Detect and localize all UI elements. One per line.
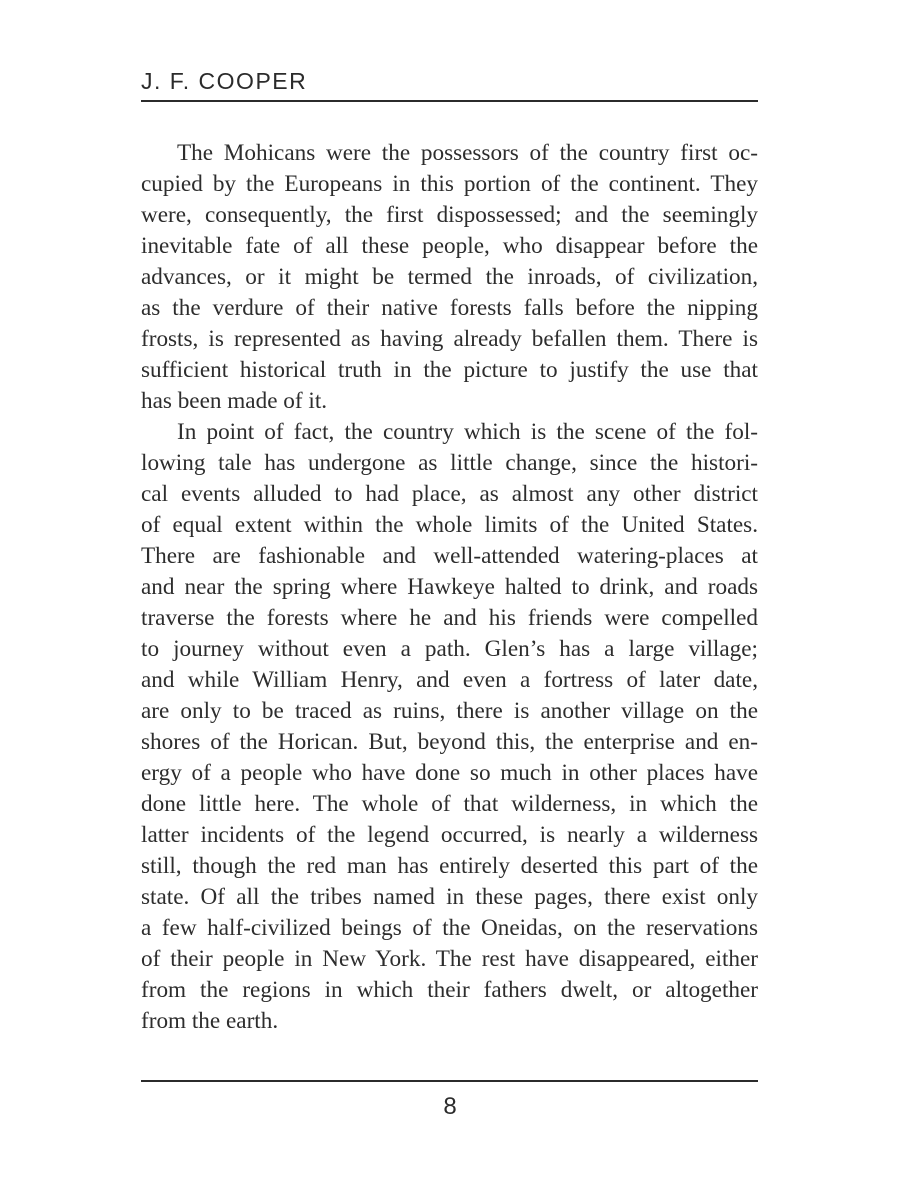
footer-rule (141, 1080, 758, 1082)
text-line: frosts, is represented as having already befallen them. There is (141, 326, 758, 352)
text-line: latter incidents of the legend occurred, is nearly a wilderness (141, 822, 758, 848)
text-line: as the verdure of their native forests falls before the nipping (141, 295, 758, 321)
page-number: 8 (443, 1093, 457, 1120)
text-line: still, though the red man has entirely deserted this part of the (141, 853, 758, 879)
header-rule (141, 100, 758, 102)
text-line: and while William Henry, and even a fortress of later date, (141, 667, 758, 693)
text-line: inevitable fate of all these people, who disappear before the (141, 233, 758, 259)
paragraph-1 (141, 138, 758, 417)
text-line: cal events alluded to had place, as almost any other district (141, 481, 758, 507)
text-line: from the earth. (141, 1008, 279, 1034)
text-line: ergy of a people who have done so much in other places have (141, 760, 758, 786)
paragraph-2 (141, 417, 758, 1037)
text-line: In point of fact, the country which is the scene of the fol- (177, 419, 758, 445)
text-line: cupied by the Europeans in this portion of the continent. They (141, 171, 758, 197)
text-line: state. Of all the tribes named in these pages, there exist only (141, 884, 758, 910)
text-line: are only to be traced as ruins, there is another village on the (141, 698, 758, 724)
text-line: has been made of it. (141, 388, 328, 414)
text-line: advances, or it might be termed the inroads, of civilization, (141, 264, 758, 290)
text-line: The Mohicans were the possessors of the country first oc- (177, 140, 758, 166)
text-line: traverse the forests where he and his friends were compelled (141, 605, 758, 631)
text-line: There are fashionable and well-attended watering-places at (141, 543, 758, 569)
running-head: J. F. COOPER (141, 68, 308, 94)
text-line: and near the spring where Hawkeye halted to drink, and roads (141, 574, 758, 600)
text-line: from the regions in which their fathers dwelt, or altogether (141, 977, 758, 1003)
text-line: of their people in New York. The rest have disappeared, either (141, 946, 758, 972)
text-line: sufficient historical truth in the picture to justify the use that (141, 357, 758, 383)
text-line: done little here. The whole of that wilderness, in which the (141, 791, 758, 817)
text-line: lowing tale has undergone as little change, since the histori- (141, 450, 758, 476)
text-line: were, consequently, the first dispossessed; and the seemingly (141, 202, 758, 228)
text-line: a few half-civilized beings of the Oneidas, on the reservations (141, 915, 758, 941)
body-text (141, 138, 758, 1037)
text-line: shores of the Horican. But, beyond this, the enterprise and en- (141, 729, 758, 755)
text-line: to journey without even a path. Glen’s has a large village; (141, 636, 758, 662)
text-line: of equal extent within the whole limits of the United States. (141, 512, 758, 538)
